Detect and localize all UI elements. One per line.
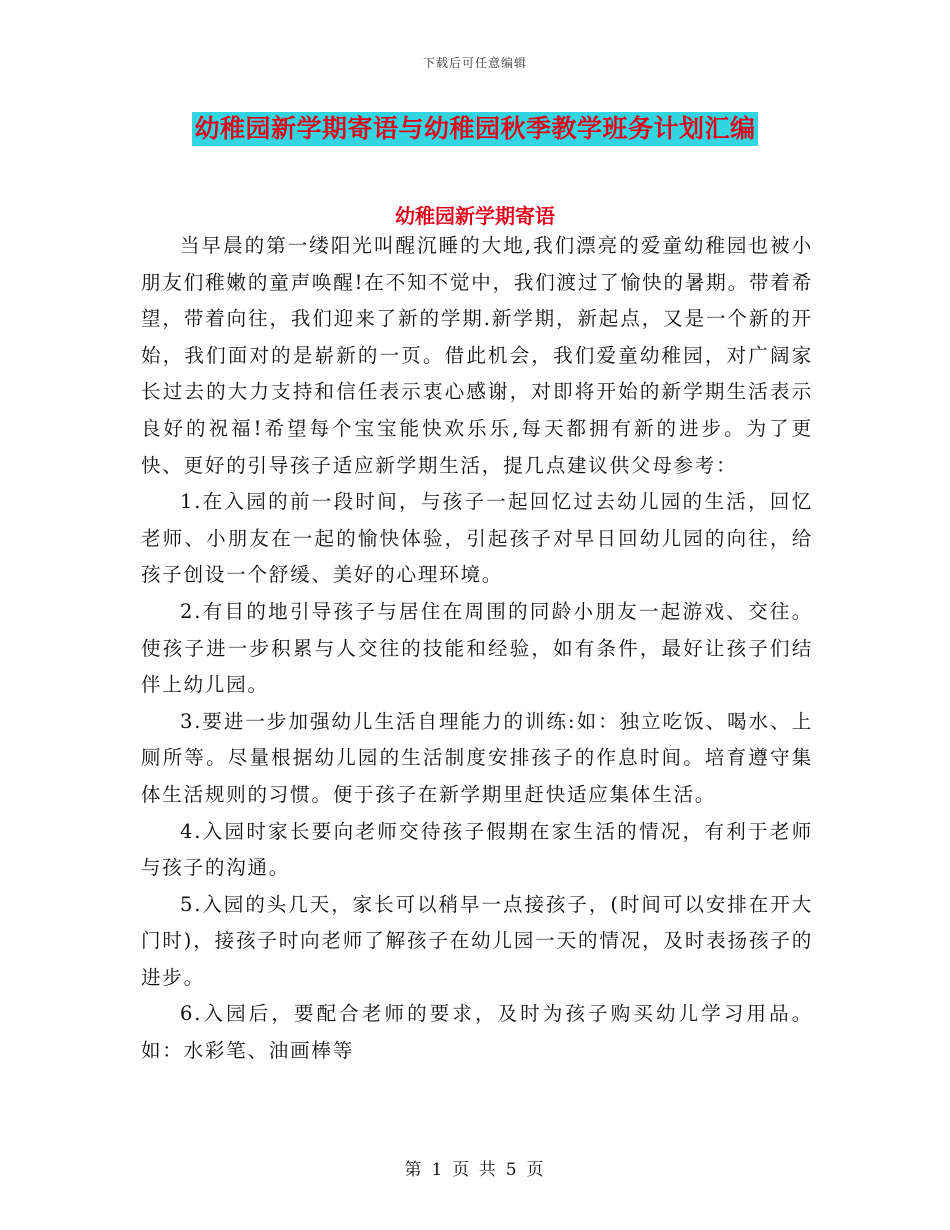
- section-title: 幼稚园新学期寄语: [395, 204, 555, 228]
- suggestion-paragraph-4: 4.入园时家长要向老师交待孩子假期在家生活的情况，有利于老师与孩子的沟通。: [141, 819, 813, 880]
- page-header-note: 下载后可任意编辑: [422, 56, 527, 70]
- document-title: 幼稚园新学期寄语与幼稚园秋季教学班务计划汇编: [192, 112, 757, 146]
- document-body: [141, 228, 813, 1070]
- page-label-prefix: 第: [404, 1160, 424, 1180]
- page-label-mid: 页 共: [452, 1160, 498, 1180]
- suggestion-paragraph-2: 2.有目的地引导孩子与居住在周围的同龄小朋友一起游戏、交往。使孩子进一步积累与人交往的技能和经验，如有条件，最好让孩子们结伴上幼儿园。: [141, 599, 813, 697]
- current-page-number: 1: [431, 1160, 445, 1180]
- document-title-container: [0, 112, 950, 146]
- total-page-count: 5: [505, 1160, 519, 1180]
- suggestion-paragraph-6: 6.入园后，要配合老师的要求，及时为孩子购买幼儿学习用品。如：水彩笔、油画棒等: [141, 1002, 813, 1063]
- suggestion-paragraph-3: 3.要进一步加强幼儿生活自理能力的训练:如：独立吃饭、喝水、上厕所等。尽量根据幼儿园的生活制度安排孩子的作息时间。培育遵守集体生活规则的习惯。便于孩子在新学期里赶快适应集体生活。: [141, 709, 813, 806]
- suggestion-paragraph-1: 1.在入园的前一段时间，与孩子一起回忆过去幼儿园的生活，回忆老师、小朋友在一起的愉快体验，引起孩子对早日回幼儿园的向往，给孩子创设一个舒缓、美好的心理环境。: [141, 490, 813, 587]
- page-footer: [0, 1155, 950, 1180]
- suggestion-paragraph-5: 5.入园的头几天，家长可以稍早一点接孩子，(时间可以安排在开大门时)，接孩子时向老师了解孩子在幼儿园一天的情况，及时表扬孩子的进步。: [141, 892, 813, 989]
- page-label-suffix: 页: [526, 1160, 546, 1180]
- intro-paragraph: 当早晨的第一缕阳光叫醒沉睡的大地,我们漂亮的爱童幼稚园也被小朋友们稚嫩的童声唤醒!在不知不觉中，我们渡过了愉快的暑期。带着希望，带着向往，我们迎来了新的学期.新学期，新起点，又是一个新的开始，我们面对的是崭新的一页。借此机会，我们爱童幼稚园，对广阔家长过去的大力支持和信任表示衷心感谢，对即将开始的新学期生活表示良好的祝福!希望每个宝宝能快欢乐乐,每天都拥有新的进步。为了更快、更好的引导孩子适应新学期生活，提几点建议供父母参考：: [141, 234, 813, 477]
